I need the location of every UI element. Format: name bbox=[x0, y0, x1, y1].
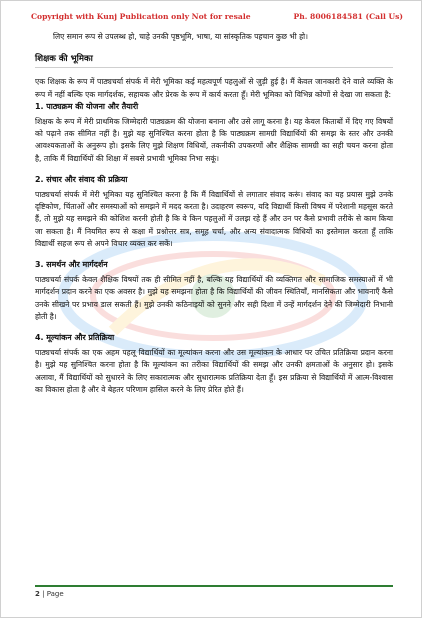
section-communication bbox=[35, 174, 393, 250]
section-title: 3. समर्थन और मार्गदर्शन bbox=[35, 260, 108, 270]
section-body: पाठ्यचर्या संपर्क केवल शैक्षिक विषयों तक ही सीमित नहीं है, बल्कि यह विद्यार्थियों की व्यक्तिगत और सामाजिक समस्याओं में भी मार्गदर्शन प्रदान करने का एक अवसर है। मुझे यह समझना होता है कि विद्यार्थियों की जीवन स्थितियाँ, मानसिकता और भावनाएँ कैसे उनके सीखने पर प्रभाव डाल सकती हैं। मुझे उनकी कठिनाइयों को सुनने और सही दिशा में उन्हें मार्गदर्शन देने की जिम्मेदारी निभानी होती है। bbox=[35, 275, 393, 321]
contact-phone: Ph. 8006184581 (Call Us) bbox=[293, 12, 403, 21]
page-footer bbox=[35, 585, 393, 598]
section-title: 4. मूल्यांकन और प्रतिक्रिया bbox=[35, 333, 115, 343]
section-body: शिक्षक के रूप में मेरी प्राथमिक जिम्मेदारी पाठ्यक्रम की योजना बनाना और उसे लागू करना है। यह केवल किताबों में दिए गए विषयों को पढ़ाने तक सीमित नहीं है। मुझे यह सुनिश्चित करना होता है कि पाठ्यक्रम सामग्री विद्यार्थियों की समझ के स्तर और उनकी आवश्यकताओं के अनुरूप हो। इसके लिए मुझे शिक्षण विधियों, तकनीकी उपकरणों और शैक्षिक सामग्री का सही चयन करना होता है, ताकि मैं विद्यार्थियों की शिक्षा में सबसे प्रभावी भूमिका निभा सकूं। bbox=[35, 117, 393, 163]
page-content bbox=[35, 31, 393, 405]
page-header bbox=[31, 12, 403, 21]
section-title: 1. पाठ्यक्रम की योजना और तैयारी bbox=[35, 101, 139, 111]
copyright-notice: Copyright with Kunj Publication only Not for resale bbox=[31, 12, 251, 21]
section-evaluation-feedback bbox=[35, 332, 393, 396]
section-body: पाठ्यचर्या संपर्क में मेरी भूमिका यह सुनिश्चित करना है कि मैं विद्यार्थियों से लगातार संवाद करूं। संवाद का यह प्रयास मुझे उनके दृष्टिकोण, चिंताओं और समस्याओं को समझने में मदद करता है। उदाहरण स्वरूप, यदि विद्यार्थी किसी विषय में परेशानी महसूस करते हैं, तो मुझे यह समझने की कोशिश करनी होती है कि वे किन पहलुओं में उलझ रहे हैं और उन पर कैसे प्रभावी तरीके से काम किया जा सकता है। मैं नियमित रूप से कक्षा में प्रश्नोत्तर सत्र, समूह चर्चा, और अन्य संवादात्मक विधियों का इस्तेमाल करता हूँ ताकि विद्यार्थी सहज रूप से अपने विचार व्यक्त कर सकें। bbox=[35, 190, 393, 248]
main-heading: शिक्षक की भूमिका bbox=[35, 53, 393, 68]
intro-paragraph: एक शिक्षक के रूप में पाठ्यचर्या संपर्क में मेरी भूमिका कई महत्वपूर्ण पहलुओं से जुड़ी हुई है। मैं केवल जानकारी देने वाले व्यक्ति के रूप में नहीं बल्कि एक मार्गदर्शक, सहायक और प्रेरक के रूप में कार्य करता हूँ। मेरी भूमिका को विभिन्न कोणों से देखा जा सकता है: bbox=[35, 77, 393, 99]
section-support-guidance bbox=[35, 259, 393, 323]
page-number: 2 bbox=[35, 590, 40, 598]
section-body: पाठ्यचर्या संपर्क का एक अहम पहलू विद्यार्थियों का मूल्यांकन करना और उस मूल्यांकन के आधार पर उचित प्रतिक्रिया प्रदान करना है। मुझे यह सुनिश्चित करना होता है कि मूल्यांकन का तरीका विद्यार्थियों की समझ और उनकी क्षमताओं के अनुसार हो। इसके अलावा, मैं विद्यार्थियों को सुधारने के लिए सकारात्मक और सुधारात्मक प्रतिक्रिया देता हूँ। इस प्रक्रिया से विद्यार्थियों में आत्म-विश्वास का विकास होता है और वे बेहतर परिणाम हासिल करने के लिए प्रेरित होते हैं। bbox=[35, 348, 393, 394]
page-label: Page bbox=[46, 590, 64, 598]
lead-paragraph: लिए समान रूप से उपलब्ध हो, चाहे उनकी पृष्ठभूमि, भाषा, या सांस्कृतिक पहचान कुछ भी हो। bbox=[53, 32, 308, 41]
section-curriculum-planning bbox=[35, 101, 393, 165]
page-separator: | bbox=[42, 590, 47, 598]
section-title: 2. संचार और संवाद की प्रक्रिया bbox=[35, 174, 128, 184]
